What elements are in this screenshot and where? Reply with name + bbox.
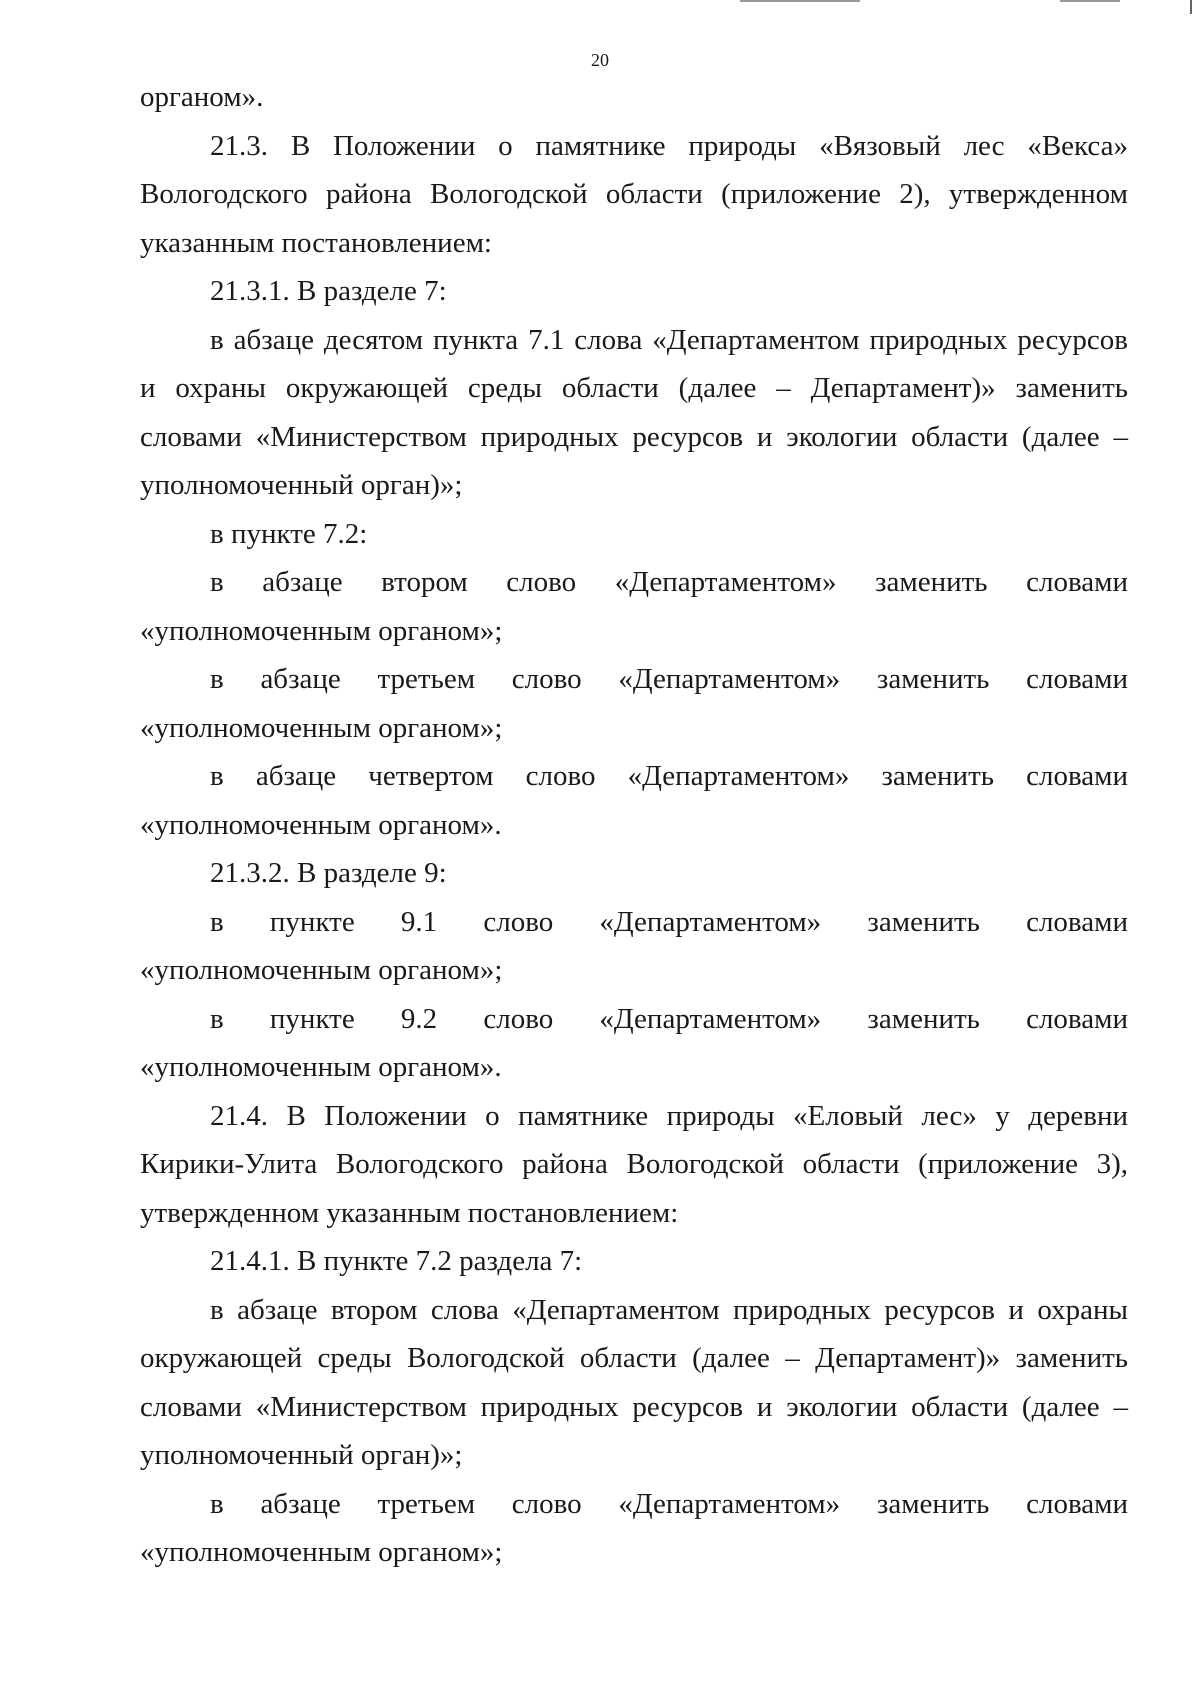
paragraph: в пункте 9.2 слово «Департаментом» заменить словами «уполномоченным органом». — [140, 1002, 1128, 1083]
paragraph: в абзаце втором слово «Департаментом» заменить словами «уполномоченным органом»; — [140, 566, 1128, 647]
paragraph: 21.3.1. В разделе 7: — [210, 275, 447, 307]
paragraph: в абзаце десятом пункта 7.1 слова «Департаментом природных ресурсов и охраны окружающей среды области (далее – Департамент)» заменить словами «Министерством природных ресурсов и экологии области (далее – уполномоченный орган)»; — [140, 323, 1128, 501]
paragraph: органом». — [140, 81, 264, 113]
paragraph: 21.4. В Положении о памятнике природы «Еловый лес» у деревни Кирики-Улита Вологодского района Вологодской области (приложение 3), утвержденном указанным постановлением: — [140, 1099, 1128, 1229]
paragraph: 21.3.2. В разделе 9: — [210, 857, 447, 889]
paragraph: в абзаце третьем слово «Департаментом» заменить словами «уполномоченным органом»; — [140, 1487, 1128, 1568]
paragraph: в абзаце втором слова «Департаментом природных ресурсов и охраны окружающей среды Вологодской области (далее – Департамент)» заменить словами «Министерством природных ресурсов и экологии области (далее – уполномоченный орган)»; — [140, 1293, 1128, 1471]
scan-edge-mark — [1190, 0, 1192, 14]
scan-edge-line — [740, 0, 860, 2]
paragraph: в пункте 7.2: — [210, 517, 368, 550]
paragraph: в абзаце четвертом слово «Департаментом» заменить словами «уполномоченным органом». — [140, 760, 1128, 841]
paragraph: 21.3. В Положении о памятнике природы «Вязовый лес «Векса» Вологодского района Вологодской области (приложение 2), утвержденном указанным постановлением: — [140, 129, 1128, 259]
paragraph: в абзаце третьем слово «Департаментом» заменить словами «уполномоченным органом»; — [140, 663, 1128, 744]
page-number: 20 — [591, 50, 609, 70]
document-body — [140, 73, 1128, 1577]
scan-edge-line — [1060, 0, 1120, 2]
paragraph: в пункте 9.1 слово «Департаментом» заменить словами «уполномоченным органом»; — [140, 905, 1128, 986]
paragraph: 21.4.1. В пункте 7.2 раздела 7: — [210, 1245, 583, 1277]
